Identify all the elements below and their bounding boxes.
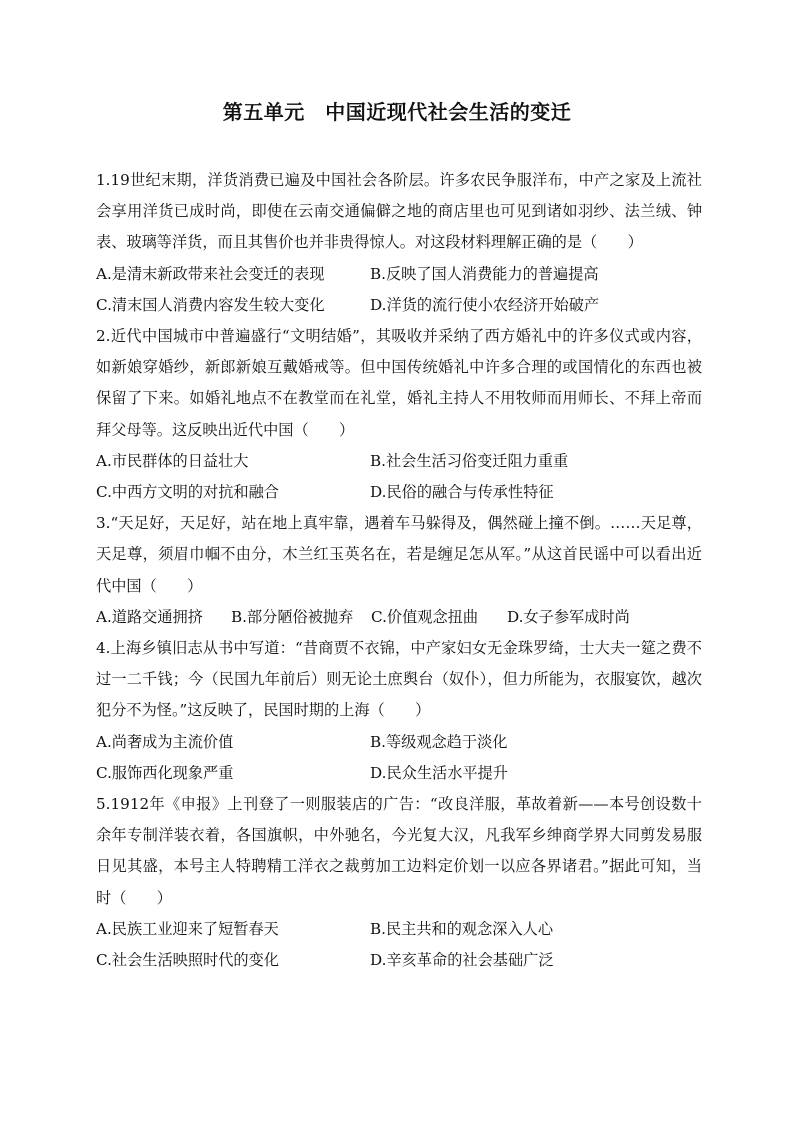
option-d: D.洋货的流行使小农经济开始破产 [370, 295, 600, 314]
question-4 [96, 633, 702, 789]
option-b: B.反映了国人消费能力的普遍提高 [370, 264, 599, 283]
option-d: D.辛亥革命的社会基础广泛 [370, 950, 554, 969]
option-a: A.民族工业迎来了短暂春天 [96, 919, 279, 938]
option-b: B.等级观念趋于淡化 [370, 732, 508, 751]
option-c: C.中西方文明的对抗和融合 [96, 482, 279, 501]
option-c: C.服饰西化现象严重 [96, 763, 234, 782]
question-stem: 5.1912年《申报》上刊登了一则服装店的广告：“改良洋服，革故着新——本号创设数十余年专制洋装衣着，各国旗帜，中外驰名，今光复大汉，凡我军乡绅商学界大同剪发易服日见其盛，本号主人特聘精工洋衣之裁剪加工边料定价划一以应各界诸君。”据此可知，当时（ ） [96, 794, 702, 907]
option-row [96, 602, 702, 633]
question-stem: 4.上海乡镇旧志从书中写道：“昔商贾不衣锦，中产家妇女无金珠罗绮，士大夫一筵之费不过一二千钱；今（民国九年前后）则无论土庶舆台（奴仆），但力所能为，衣服宴饮，越次犯分不为怪。”这反映了，民国时期的上海（ ） [96, 638, 702, 720]
question-3 [96, 508, 702, 633]
option-row [96, 290, 702, 321]
option-a: A.道路交通拥挤 [96, 607, 203, 626]
page-title: 第五单元 中国近现代社会生活的变迁 [222, 100, 572, 124]
option-d: D.女子参军成时尚 [507, 607, 630, 626]
question-1 [96, 165, 702, 321]
option-c: C.价值观念扭曲 [371, 607, 479, 626]
option-row [96, 446, 702, 477]
option-row [96, 914, 702, 945]
option-a: A.尚奢成为主流价值 [96, 732, 234, 751]
option-row [96, 477, 702, 508]
option-a: A.是清末新政带来社会变迁的表现 [96, 264, 325, 283]
option-a: A.市民群体的日益壮大 [96, 451, 249, 470]
option-row [96, 259, 702, 290]
option-d: D.民俗的融合与传承性特征 [370, 482, 554, 501]
question-5 [96, 789, 702, 976]
option-row [96, 727, 702, 758]
option-c: C.清末国人消费内容发生较大变化 [96, 295, 325, 314]
option-d: D.民众生活水平提升 [370, 763, 508, 782]
option-row [96, 945, 702, 976]
option-c: C.社会生活映照时代的变化 [96, 950, 279, 969]
option-b: B.部分陋俗被抛弃 [231, 607, 354, 626]
question-stem: 3.“天足好，天足好，站在地上真牢靠，遇着车马躲得及，偶然碰上撞不倒。……天足尊，天足尊，须眉巾帼不由分，木兰红玉英名在，若是缠足怎从军。”从这首民谣中可以看出近代中国（ ） [96, 514, 702, 595]
question-2 [96, 321, 702, 508]
option-b: B.民主共和的观念深入人心 [370, 919, 554, 938]
question-stem: 2.近代中国城市中普遍盛行“文明结婚”，其吸收并采纳了西方婚礼中的许多仪式或内容，如新娘穿婚纱，新郎新娘互戴婚戒等。但中国传统婚礼中许多合理的或国情化的东西也被保留了下来。如婚礼地点不在教堂而在礼堂，婚礼主持人不用牧师而用师长、不拜上帝而拜父母等。这反映出近代中国（ ） [96, 326, 702, 439]
question-list [96, 165, 702, 976]
question-stem: 1.19世纪末期，洋货消费已遍及中国社会各阶层。许多农民争服洋布，中产之家及上流社会享用洋货已成时尚，即使在云南交通偏僻之地的商店里也可见到诸如羽纱、法兰绒、钟表、玻璃等洋货，而且其售价也并非贵得惊人。对这段材料理解正确的是（ ） [96, 171, 702, 252]
option-b: B.社会生活习俗变迁阻力重重 [370, 451, 569, 470]
option-row [96, 758, 702, 789]
